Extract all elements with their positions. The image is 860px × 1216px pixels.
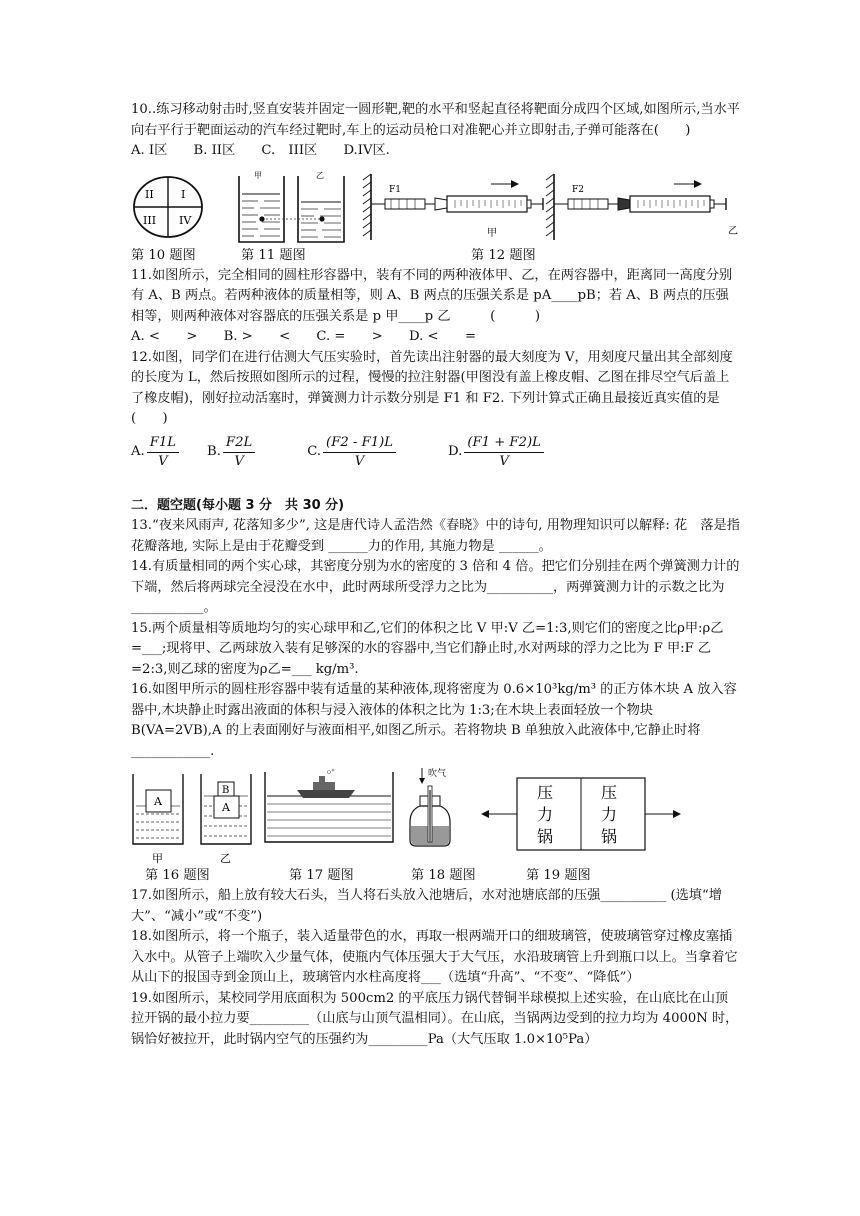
question-12-options bbox=[131, 430, 741, 476]
figure-16-jia bbox=[131, 772, 187, 866]
figure-12-yi bbox=[536, 170, 741, 244]
option: C. III区 bbox=[261, 143, 318, 158]
question-11-options bbox=[131, 327, 741, 348]
option: C. = > bbox=[316, 329, 383, 344]
region-label: III bbox=[143, 213, 157, 227]
section-heading: 二．题空题(每小题 3 分 共 30 分) bbox=[131, 497, 345, 513]
figure-11-containers bbox=[236, 170, 348, 244]
figure-row-2 bbox=[131, 766, 741, 866]
caption: 第 16 题图 bbox=[145, 868, 210, 883]
figure-12-jia bbox=[361, 170, 551, 244]
option: C. $\frac{(F2 - F1)L}{V}$ bbox=[307, 434, 398, 471]
question-17: 17.如图所示，船上放有较大石头，当人将石头放入池塘后，水对池塘底部的压强__________ (选填“增大”、“减小”或“不变”) bbox=[131, 888, 722, 924]
option: B. $\frac{F2L}{V}$ bbox=[207, 434, 257, 471]
region-label: II bbox=[145, 187, 154, 201]
option: B. II区 bbox=[193, 143, 236, 158]
block-label: A bbox=[222, 801, 230, 814]
question-18: 18.如图所示，将一个瓶子，装入适量带色的水，再取一根两端开口的细玻璃管，使玻璃管穿过橡皮塞插入水中。从管子上端吹入少量气体，使瓶内气体压强大于大气压，水沿玻璃管上升到瓶口以上。当拿着它从山下的报国寺到金顶山上，玻璃管内水柱高度将___（选填“升高”、“不变”、“降低”） bbox=[131, 929, 738, 985]
exam-page bbox=[131, 100, 741, 1050]
question-13: 13.“夜来风雨声, 花落知多少”, 这是唐代诗人孟浩然《春晓》中的诗句, 用物理知识可以解释: 花 落是指花瓣落地, 实际上是由于花瓣受到 ______力的作用, 其施力物是 ______。 bbox=[131, 518, 740, 554]
question-16: 16.如图甲所示的圆柱形容器中装有适量的某种液体,现将密度为 0.6×10³kg/m³ 的正方体木块 A 放入容器中,木块静止时露出液面的体积与浸入液体的体积之比为 1:3;在木块上表面轻放一个物块 B(VA=2VB),A 的上表面刚好与液面相平,如图乙所示。若将物块 B 单独放入此液体中,它静止时将____________. bbox=[131, 682, 737, 759]
caption: 第 11 题图 bbox=[241, 247, 306, 263]
captions-row-2 bbox=[131, 866, 741, 886]
figure-19-pressure-cooker bbox=[481, 774, 681, 854]
question-12: 12.如图，同学们在进行估测大气压实验时，首先读出注射器的最大刻度为 V，用刻度尺量出其全部刻度的长度为 L，然后按照如图所示的过程，慢慢的拉注射器(甲图没有盖上橡皮帽、乙图在排尽空气后盖上了橡皮帽)，刚好拉动活塞时，弹簧测力计示数分别是 F1 和 F2. 下列计算式正确且最接近真实值的是( ) bbox=[131, 349, 733, 426]
container-label: 乙 bbox=[316, 170, 324, 180]
question-10-options bbox=[131, 141, 741, 162]
option: D. < = bbox=[409, 329, 477, 344]
option: A. I区 bbox=[131, 143, 168, 158]
question-11: 11.如图所示，完全相同的圆柱形容器中，装有不同的两种液体甲、乙，在两容器中，距离同一高度分别有 A、B 两点。若两种液体的质量相等，则 A、B 两点的压强关系是 pA____pB；若 A、B 两点的压强相等，则两种液体对容器底的压强关系是 p 甲____p 乙 ( ) bbox=[131, 267, 733, 324]
blow-label: 吹气 bbox=[428, 769, 447, 779]
question-19: 19.如图所示，某校同学用底面积为 500cm2 的平底压力锅代替铜半球模拟上述实验，在山底比在山顶拉开锅的最小拉力要_________（山底与山顶气温相同）。在山底，当锅两边受到的拉力均为 4000N 时，锅恰好被拉开，此时锅内空气的压强约为_________Pa（大气压取 1.0×10⁵Pa） bbox=[131, 990, 739, 1047]
figure-16-yi bbox=[199, 772, 255, 866]
block-label: B bbox=[222, 785, 230, 796]
option: A. $\frac{F1L}{V}$ bbox=[131, 434, 181, 471]
cooker-text: 力 bbox=[601, 805, 618, 824]
figure-label: 甲 bbox=[487, 227, 497, 239]
cooker-text: 锅 bbox=[537, 827, 554, 846]
cooker-text: 锅 bbox=[601, 827, 618, 846]
caption: 第 12 题图 bbox=[471, 247, 536, 263]
figure-label: 乙 bbox=[220, 852, 231, 865]
region-label: IV bbox=[179, 213, 192, 227]
cooker-text: 力 bbox=[537, 805, 554, 824]
figure-label: 乙 bbox=[728, 225, 738, 237]
cooker-text: 压 bbox=[537, 783, 554, 802]
caption: 第 10 题图 bbox=[131, 247, 196, 263]
figure-label: 甲 bbox=[152, 852, 163, 865]
question-10: 10..练习移动射击时,竖直安装并固定一圆形靶,靶的水平和竖起直径将靶面分成四个区域,如图所示,当水平向右平行于靶面运动的汽车经过靶时,车上的运动员枪口对准靶心并立即射击,子弹可能落在( ) bbox=[131, 102, 740, 138]
question-15: 15.两个质量相等质地均匀的实心球甲和乙,它们的体积之比 V 甲:V 乙=1:3,则它们的密度之比ρ甲:ρ乙=___;现将甲、乙两球放入装有足够深的水的容器中,当它们静止时,水对两球的浮力之比为 F 甲:F 乙=2:3,则乙球的密度为ρ乙=___ kg/m³. bbox=[131, 620, 724, 677]
figure-17-ship-pond bbox=[263, 768, 395, 844]
container-label: 甲 bbox=[254, 170, 262, 180]
force-label: F2 bbox=[572, 184, 584, 195]
option: D.IV区. bbox=[343, 143, 390, 158]
caption: 第 18 题图 bbox=[411, 868, 476, 883]
cooker-text: 压 bbox=[601, 783, 618, 802]
figure-10-target bbox=[131, 174, 205, 240]
block-label: A bbox=[154, 795, 162, 808]
caption: 第 17 题图 bbox=[289, 868, 354, 883]
captions-row-1 bbox=[131, 246, 741, 266]
option: A. < > bbox=[131, 329, 198, 344]
option: B. > < bbox=[223, 329, 291, 344]
region-label: I bbox=[181, 187, 186, 201]
option: D. $\frac{(F1 + F2)L}{V}$ bbox=[448, 434, 546, 471]
figure-18-bottle bbox=[406, 766, 466, 850]
caption: 第 19 题图 bbox=[526, 868, 591, 883]
question-14: 14.有质量相同的两个实心球，其密度分别为水的密度的 3 倍和 4 倍。把它们分别挂在两个弹簧测力计的下端，然后将两球完全浸没在水中，此时两球所受浮力之比为__________，两弹簧测力计的示数之比为___________。 bbox=[131, 559, 740, 615]
figure-row-1 bbox=[131, 170, 741, 244]
force-label: F1 bbox=[389, 184, 401, 195]
